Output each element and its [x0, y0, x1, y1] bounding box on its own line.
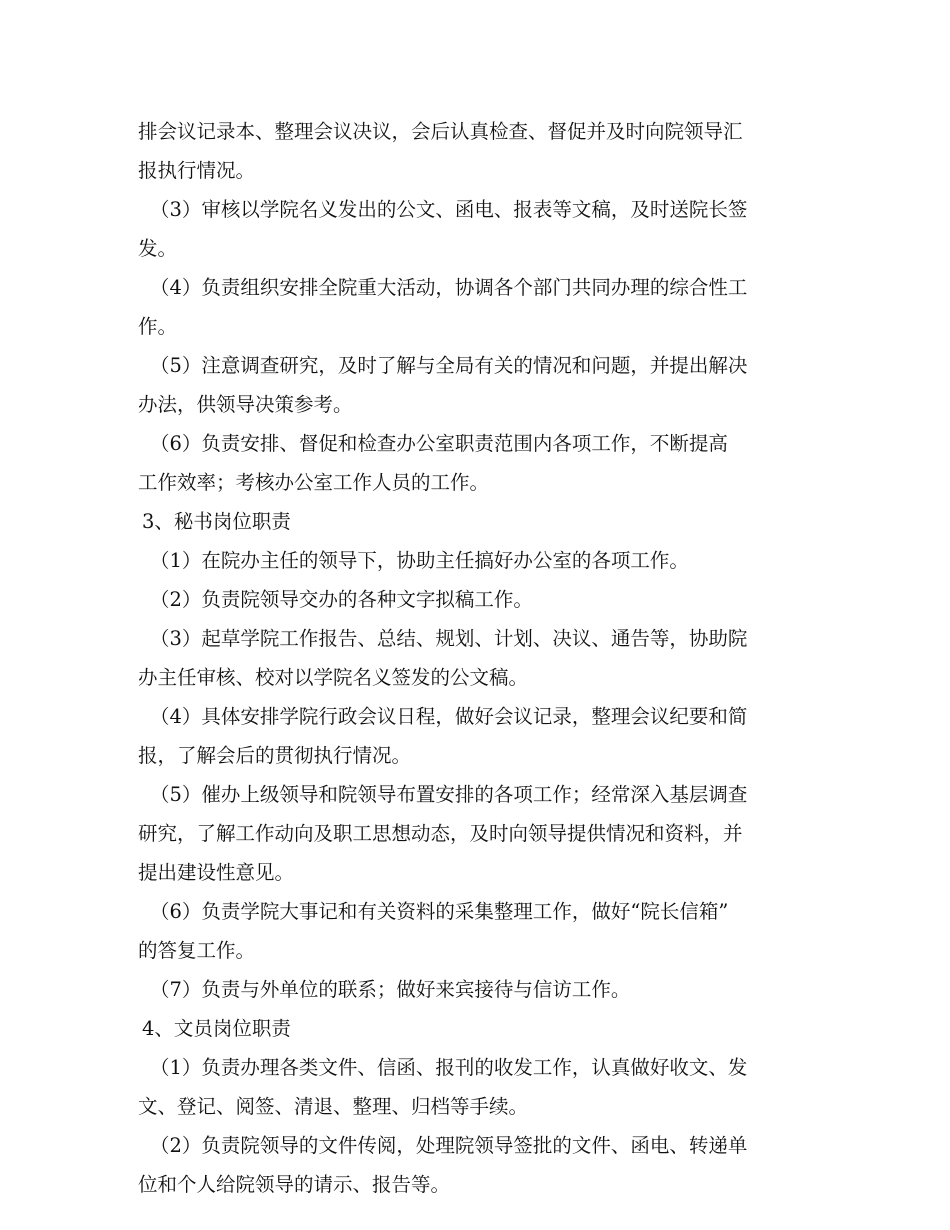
list-item-line: （1）负责办理各类文件、信函、报刊的收发工作，认真做好收文、发: [150, 1056, 748, 1079]
list-item-line: （2）负责院领导的文件传阅，处理院领导签批的文件、函电、转递单: [150, 1134, 748, 1157]
text-line: 位和个人给院领导的请示、报告等。: [138, 1173, 451, 1196]
text-line: 的答复工作。: [138, 939, 256, 962]
list-item-line: （4）负责组织安排全院重大活动，协调各个部门共同办理的综合性工: [150, 276, 748, 299]
text-line: 报，了解会后的贯彻执行情况。: [138, 744, 412, 767]
section-heading: 3、秘书岗位职责: [142, 510, 291, 533]
document-body: [138, 112, 818, 1204]
text-line: 工作效率；考核办公室工作人员的工作。: [138, 471, 490, 494]
section-heading: 4、文员岗位职责: [142, 1017, 291, 1040]
text-line: 提出建设性意见。: [138, 861, 295, 884]
list-item-line: （6）负责学院大事记和有关资料的采集整理工作，做好“院长信箱”: [150, 900, 729, 923]
text-line: 作。: [138, 315, 178, 338]
list-item-line: （6）负责安排、督促和检查办公室职责范围内各项工作，不断提高: [150, 432, 728, 455]
list-item-line: （5）注意调查研究，及时了解与全局有关的情况和问题，并提出解决: [150, 354, 748, 377]
list-item-line: （3）审核以学院名义发出的公文、函电、报表等文稿，及时送院长签: [150, 198, 748, 221]
text-line: 办主任审核、校对以学院名义签发的公文稿。: [138, 666, 529, 689]
list-item-line: （5）催办上级领导和院领导布置安排的各项工作；经常深入基层调查: [150, 783, 748, 806]
list-item-line: （3）起草学院工作报告、总结、规划、计划、决议、通告等，协助院: [150, 627, 748, 650]
list-item-line: （7）负责与外单位的联系；做好来宾接待与信访工作。: [150, 978, 631, 1001]
text-line: 发。: [138, 237, 178, 260]
text-line: 研究，了解工作动向及职工思想动态，及时向领导提供情况和资料，并: [138, 822, 743, 845]
list-item-line: （1）在院办主任的领导下，协助主任搞好办公室的各项工作。: [150, 549, 689, 572]
list-item-line: （2）负责院领导交办的各种文字拟稿工作。: [150, 588, 533, 611]
text-line: 排会议记录本、整理会议决议，会后认真检查、督促并及时向院领导汇: [138, 120, 743, 143]
text-line: 报执行情况。: [138, 159, 256, 182]
list-item-line: （4）具体安排学院行政会议日程，做好会议记录，整理会议纪要和简: [150, 705, 748, 728]
text-line: 办法，供领导决策参考。: [138, 393, 353, 416]
text-line: 文、登记、阅签、清退、整理、归档等手续。: [138, 1095, 529, 1118]
